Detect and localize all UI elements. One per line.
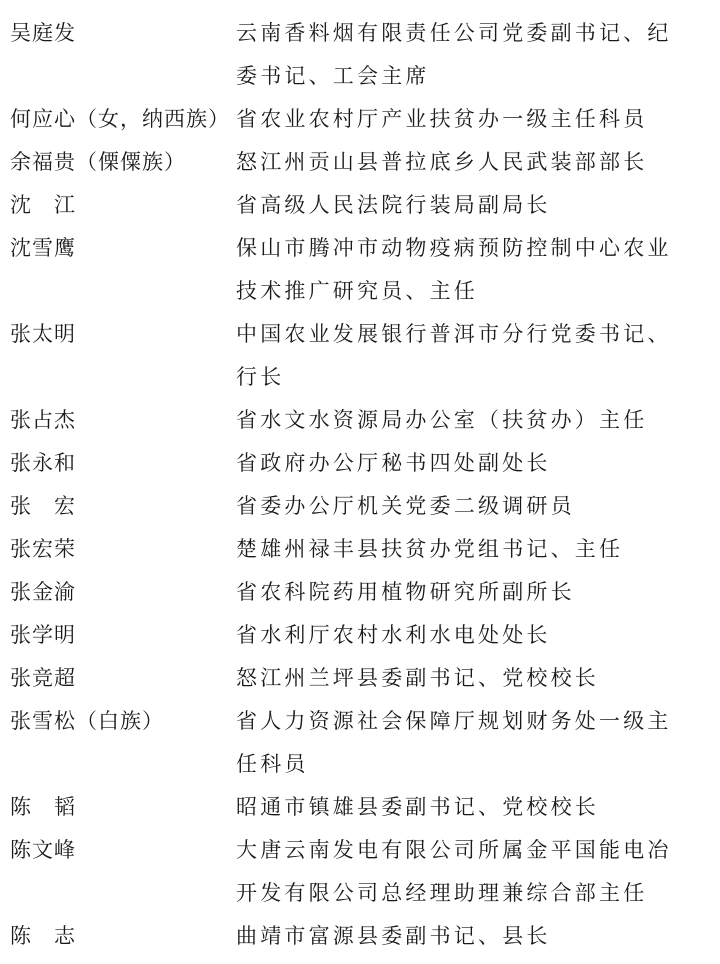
person-name: 张太明 bbox=[10, 322, 76, 346]
person-title: 省人力资源社会保障厅规划财务处一级主任科员 bbox=[236, 709, 672, 776]
person-title: 怒江州兰坪县委副书记、党校校长 bbox=[236, 666, 599, 690]
list-item bbox=[0, 700, 720, 786]
person-title: 省农业农村厅产业扶贫办一级主任科员 bbox=[236, 107, 648, 131]
person-name: 张竞超 bbox=[10, 666, 76, 690]
person-title: 省委办公厅机关党委二级调研员 bbox=[236, 494, 575, 518]
list-item bbox=[0, 227, 720, 313]
personnel-list bbox=[0, 12, 720, 958]
person-title: 省水文水资源局办公室（扶贫办）主任 bbox=[236, 408, 648, 432]
list-item bbox=[0, 98, 720, 141]
list-item bbox=[0, 12, 720, 98]
list-item bbox=[0, 442, 720, 485]
person-name: 张雪松（白族） bbox=[10, 709, 164, 733]
person-title: 楚雄州禄丰县扶贫办党组书记、主任 bbox=[236, 537, 624, 561]
list-item bbox=[0, 915, 720, 958]
list-item bbox=[0, 829, 720, 915]
person-name: 余福贵（傈僳族） bbox=[10, 150, 186, 174]
person-title: 保山市腾冲市动物疫病预防控制中心农业技术推广研究员、主任 bbox=[236, 236, 672, 303]
person-name: 陈 志 bbox=[10, 924, 76, 948]
person-title: 中国农业发展银行普洱市分行党委书记、行长 bbox=[236, 322, 672, 389]
person-name: 张金渝 bbox=[10, 580, 76, 604]
list-item bbox=[0, 313, 720, 399]
list-item bbox=[0, 184, 720, 227]
person-title: 省农科院药用植物研究所副所长 bbox=[236, 580, 575, 604]
list-item bbox=[0, 399, 720, 442]
list-item bbox=[0, 141, 720, 184]
person-title: 曲靖市富源县委副书记、县长 bbox=[236, 924, 551, 948]
list-item bbox=[0, 528, 720, 571]
person-name: 张宏荣 bbox=[10, 537, 76, 561]
person-name: 张永和 bbox=[10, 451, 76, 475]
person-name: 陈 韬 bbox=[10, 795, 76, 819]
person-title: 省高级人民法院行装局副局长 bbox=[236, 193, 551, 217]
person-title: 云南香料烟有限责任公司党委副书记、纪委书记、工会主席 bbox=[236, 21, 672, 88]
person-name: 吴庭发 bbox=[10, 21, 76, 45]
list-item bbox=[0, 485, 720, 528]
person-name: 张占杰 bbox=[10, 408, 76, 432]
person-title: 省政府办公厅秘书四处副处长 bbox=[236, 451, 551, 475]
person-name: 陈文峰 bbox=[10, 838, 76, 862]
list-item bbox=[0, 571, 720, 614]
person-name: 沈 江 bbox=[10, 193, 76, 217]
list-item bbox=[0, 614, 720, 657]
person-name: 张学明 bbox=[10, 623, 76, 647]
list-item bbox=[0, 657, 720, 700]
list-item bbox=[0, 786, 720, 829]
person-name: 何应心（女，纳西族） bbox=[10, 107, 230, 131]
person-title: 怒江州贡山县普拉底乡人民武装部部长 bbox=[236, 150, 648, 174]
person-title: 省水利厅农村水利水电处处长 bbox=[236, 623, 551, 647]
person-name: 张 宏 bbox=[10, 494, 76, 518]
person-title: 昭通市镇雄县委副书记、党校校长 bbox=[236, 795, 599, 819]
person-title: 大唐云南发电有限公司所属金平国能电冶开发有限公司总经理助理兼综合部主任 bbox=[236, 838, 672, 905]
person-name: 沈雪鹰 bbox=[10, 236, 76, 260]
